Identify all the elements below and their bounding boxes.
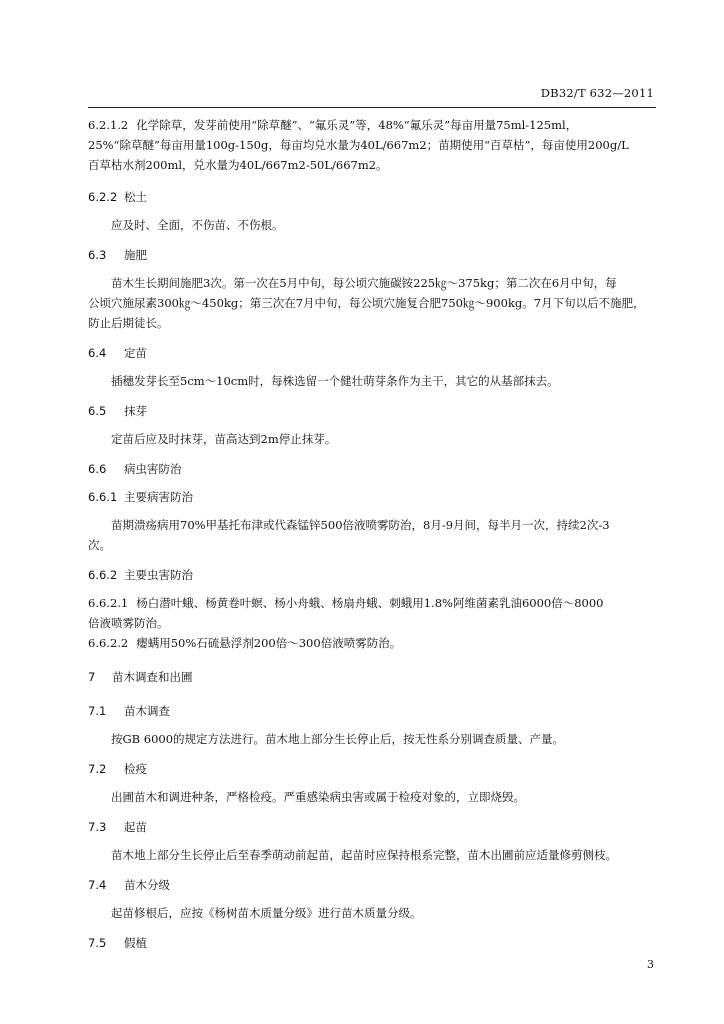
paragraph: 苗木地上部分生长停止后至春季萌动前起苗，起苗时应保持根系完整，苗木出圃前应适量修剪侧枝。 bbox=[111, 848, 617, 862]
paragraph-line: 次。 bbox=[88, 538, 111, 552]
heading-7-3 bbox=[88, 817, 656, 837]
clause-line: 倍液喷雾防治。 bbox=[88, 616, 169, 630]
paragraph bbox=[88, 515, 656, 555]
heading-title: 定苗 bbox=[124, 346, 147, 360]
heading-title: 主要虫害防治 bbox=[124, 568, 193, 582]
clause-number: 6.6.2.2 bbox=[88, 636, 129, 650]
heading-number: 6.4 bbox=[88, 346, 107, 360]
clause-text: 瘿螨用50%石硫悬浮剂200倍～300倍液喷雾防治。 bbox=[136, 636, 402, 650]
heading-7 bbox=[88, 667, 656, 687]
heading-7-5 bbox=[88, 933, 656, 953]
heading-number: 7.2 bbox=[88, 762, 107, 776]
header-rule bbox=[88, 107, 656, 108]
heading-number: 6.6 bbox=[88, 462, 107, 476]
heading-6-4 bbox=[88, 343, 656, 363]
heading-number: 6.2.2 bbox=[88, 190, 118, 204]
heading-6-6-1 bbox=[88, 487, 656, 507]
heading-title: 起苗 bbox=[124, 820, 147, 834]
heading-number: 7.5 bbox=[88, 936, 107, 950]
heading-title: 苗木调查 bbox=[124, 704, 170, 718]
document-body bbox=[88, 115, 656, 953]
heading-title: 病虫害防治 bbox=[124, 462, 182, 476]
paragraph: 应及时、全面，不伤苗、不伤根。 bbox=[111, 218, 284, 232]
heading-title: 抹芽 bbox=[124, 404, 147, 418]
heading-7-2 bbox=[88, 759, 656, 779]
paragraph-line: 防止后期徒长。 bbox=[88, 316, 169, 330]
heading-title: 松土 bbox=[124, 190, 147, 204]
heading-title: 苗木分级 bbox=[124, 878, 170, 892]
clause-line: 百草枯水剂200ml，兑水量为40L/667m2-50L/667m2。 bbox=[88, 158, 388, 172]
clause-line bbox=[88, 593, 656, 613]
clause-6-2-1-2 bbox=[88, 115, 656, 175]
heading-number: 6.6.2 bbox=[88, 568, 118, 582]
heading-number: 7.3 bbox=[88, 820, 107, 834]
clause-6-6-2-1 bbox=[88, 593, 656, 633]
heading-number: 6.5 bbox=[88, 404, 107, 418]
clause-text: 杨白潜叶蛾、杨黄卷叶螟、杨小舟蛾、杨扇舟蛾、刺蛾用1.8%阿维菌素乳油6000倍～8000 bbox=[136, 596, 604, 610]
paragraph-line: 苗木生长期间施肥3次。第一次在5月中旬，每公顷穴施碳铵225㎏～375kg；第二次在6月中旬，每 bbox=[111, 276, 617, 290]
paragraph: 按GB 6000的规定方法进行。苗木地上部分生长停止后，按无性系分别调查质量、产量。 bbox=[111, 732, 565, 746]
paragraph-line: 苗期溃疡病用70%甲基托布津或代森锰锌500倍液喷雾防治，8月-9月间，每半月一次，持续2次-3 bbox=[111, 518, 610, 532]
paragraph bbox=[88, 273, 656, 333]
clause-line bbox=[88, 115, 656, 135]
heading-title: 苗木调查和出圃 bbox=[112, 670, 193, 684]
page-number: 3 bbox=[647, 958, 654, 971]
heading-number: 7.1 bbox=[88, 704, 107, 718]
paragraph: 出圃苗木和调进种条，严格检疫。严重感染病虫害或属于检疫对象的，立即烧毁。 bbox=[111, 790, 525, 804]
heading-6-6 bbox=[88, 459, 656, 479]
heading-6-2-2 bbox=[88, 187, 656, 207]
clause-number: 6.6.2.1 bbox=[88, 596, 129, 610]
heading-number: 7 bbox=[88, 670, 96, 684]
heading-7-1 bbox=[88, 701, 656, 721]
clause-number: 6.2.1.2 bbox=[88, 118, 129, 132]
heading-6-5 bbox=[88, 401, 656, 421]
heading-7-4 bbox=[88, 875, 656, 895]
heading-6-6-2 bbox=[88, 565, 656, 585]
standard-code: DB32/T 632—2011 bbox=[540, 86, 654, 100]
heading-title: 主要病害防治 bbox=[124, 490, 193, 504]
paragraph-line: 公顷穴施尿素300㎏～450kg；第三次在7月中旬，每公顷穴施复合肥750㎏～900kg。7月下旬以后不施肥， bbox=[88, 296, 645, 310]
heading-number: 6.6.1 bbox=[88, 490, 118, 504]
paragraph: 定苗后应及时抹芽，苗高达到2m停止抹芽。 bbox=[111, 432, 337, 446]
clause-6-6-2-2 bbox=[88, 633, 656, 653]
heading-number: 7.4 bbox=[88, 878, 107, 892]
heading-title: 施肥 bbox=[124, 248, 147, 262]
paragraph: 起苗修根后，应按《杨树苗木质量分级》进行苗木质量分级。 bbox=[111, 906, 422, 920]
clause-line: 25%“除草醚”每亩用量100g-150g，每亩均兑水量为40L/667m2；苗期使用“百草枯”，每亩使用200g/L bbox=[88, 138, 629, 152]
heading-number: 6.3 bbox=[88, 248, 107, 262]
paragraph: 插穗发芽长至5cm～10cm时，每株选留一个健壮萌芽条作为主干，其它的从基部抹去。 bbox=[111, 374, 559, 388]
heading-title: 假植 bbox=[124, 936, 147, 950]
heading-title: 检疫 bbox=[124, 762, 147, 776]
heading-6-3 bbox=[88, 245, 656, 265]
clause-text: 化学除草，发芽前使用“除草醚”、“氟乐灵”等，48%“氟乐灵”每亩用量75ml-125ml， bbox=[136, 118, 578, 132]
